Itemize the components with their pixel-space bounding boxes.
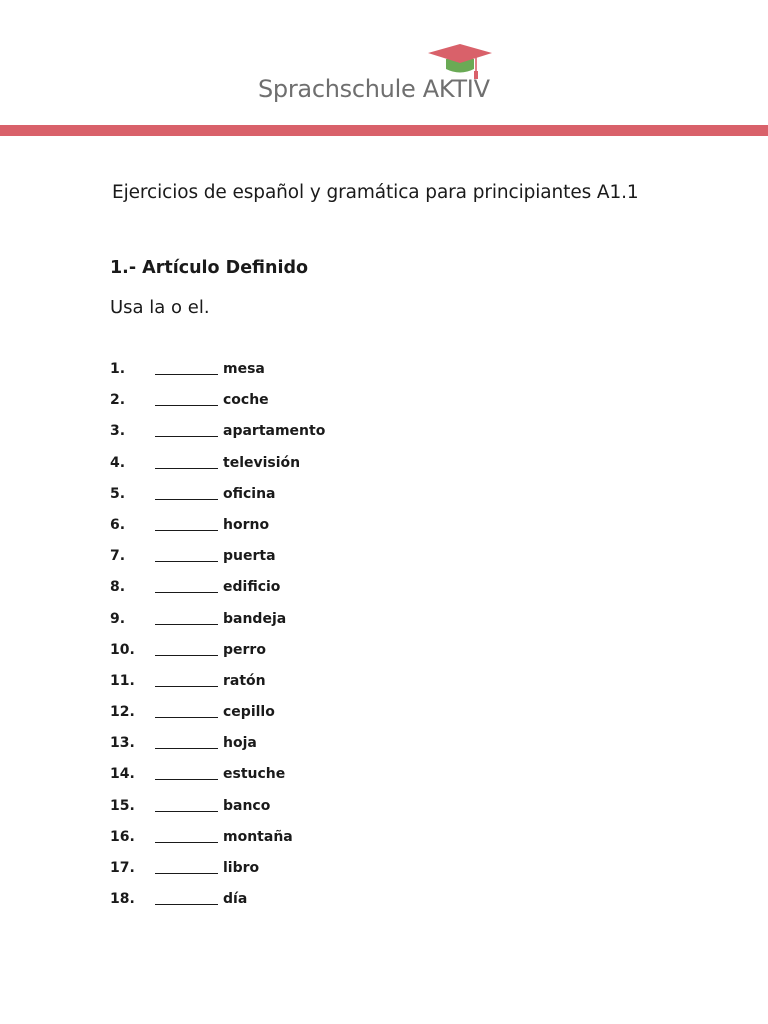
item-word: televisión [223, 454, 301, 471]
item-word: horno [223, 516, 270, 533]
item-number: 4. [110, 454, 126, 471]
item-number: 2. [110, 392, 126, 409]
exercise-item [110, 611, 510, 642]
answer-blank[interactable] [155, 704, 218, 718]
exercise-item [110, 829, 510, 860]
item-word: ratón [223, 672, 266, 689]
item-number: 11. [110, 672, 135, 689]
exercise-item [110, 517, 510, 548]
item-number: 10. [110, 641, 135, 658]
answer-blank[interactable] [155, 579, 218, 593]
exercise-item [110, 891, 510, 922]
exercise-item [110, 704, 510, 735]
item-number: 9. [110, 610, 126, 627]
exercise-item [110, 735, 510, 766]
item-word: oficina [223, 485, 276, 502]
exercise-item [110, 423, 510, 454]
exercise-item [110, 766, 510, 797]
item-number: 18. [110, 891, 135, 908]
item-number: 12. [110, 704, 135, 721]
answer-blank[interactable] [155, 361, 218, 375]
item-word: montaña [223, 828, 293, 845]
answer-blank[interactable] [155, 735, 218, 749]
exercise-item [110, 673, 510, 704]
exercise-item [110, 548, 510, 579]
answer-blank[interactable] [155, 548, 218, 562]
item-number: 5. [110, 485, 126, 502]
answer-blank[interactable] [155, 392, 218, 406]
item-word: bandeja [223, 610, 287, 627]
exercise-item [110, 579, 510, 610]
item-word: perro [223, 641, 266, 658]
answer-blank[interactable] [155, 423, 218, 437]
brand-name: Sprachschule AKTIV [258, 75, 490, 103]
item-number: 8. [110, 579, 126, 596]
item-number: 6. [110, 516, 126, 533]
answer-blank[interactable] [155, 798, 218, 812]
answer-blank[interactable] [155, 829, 218, 843]
exercise-item [110, 860, 510, 891]
answer-blank[interactable] [155, 766, 218, 780]
item-word: libro [223, 860, 260, 876]
exercise-item [110, 361, 510, 392]
document-title: Ejercicios de español y gramática para principiantes A1.1 [112, 182, 639, 203]
item-word: hoja [223, 735, 257, 752]
item-word: coche [223, 392, 269, 409]
answer-blank[interactable] [155, 642, 218, 656]
header-accent-bar [0, 125, 768, 136]
answer-blank[interactable] [155, 486, 218, 500]
answer-blank[interactable] [155, 455, 218, 469]
exercise-instruction: Usa la o el. [110, 297, 210, 318]
item-word: cepillo [223, 704, 275, 721]
item-word: día [223, 891, 248, 908]
item-word: puerta [223, 548, 276, 565]
answer-blank[interactable] [155, 611, 218, 625]
exercise-item [110, 486, 510, 517]
exercise-list [110, 361, 510, 922]
item-number: 16. [110, 828, 135, 845]
item-number: 17. [110, 860, 135, 876]
item-word: estuche [223, 766, 286, 783]
item-word: edificio [223, 579, 281, 596]
exercise-item [110, 798, 510, 829]
item-word: apartamento [223, 423, 326, 440]
item-number: 3. [110, 423, 126, 440]
page-header [0, 0, 768, 138]
brand-logo [256, 42, 506, 108]
section-heading: 1.- Artículo Definido [110, 258, 309, 278]
item-number: 14. [110, 766, 135, 783]
item-number: 15. [110, 797, 135, 814]
item-word: mesa [223, 361, 265, 377]
item-word: banco [223, 797, 271, 814]
exercise-item [110, 392, 510, 423]
item-number: 7. [110, 548, 126, 565]
answer-blank[interactable] [155, 517, 218, 531]
answer-blank[interactable] [155, 860, 218, 874]
item-number: 13. [110, 735, 135, 752]
answer-blank[interactable] [155, 673, 218, 687]
answer-blank[interactable] [155, 891, 218, 905]
item-number: 1. [110, 361, 126, 377]
exercise-item [110, 455, 510, 486]
exercise-item [110, 642, 510, 673]
